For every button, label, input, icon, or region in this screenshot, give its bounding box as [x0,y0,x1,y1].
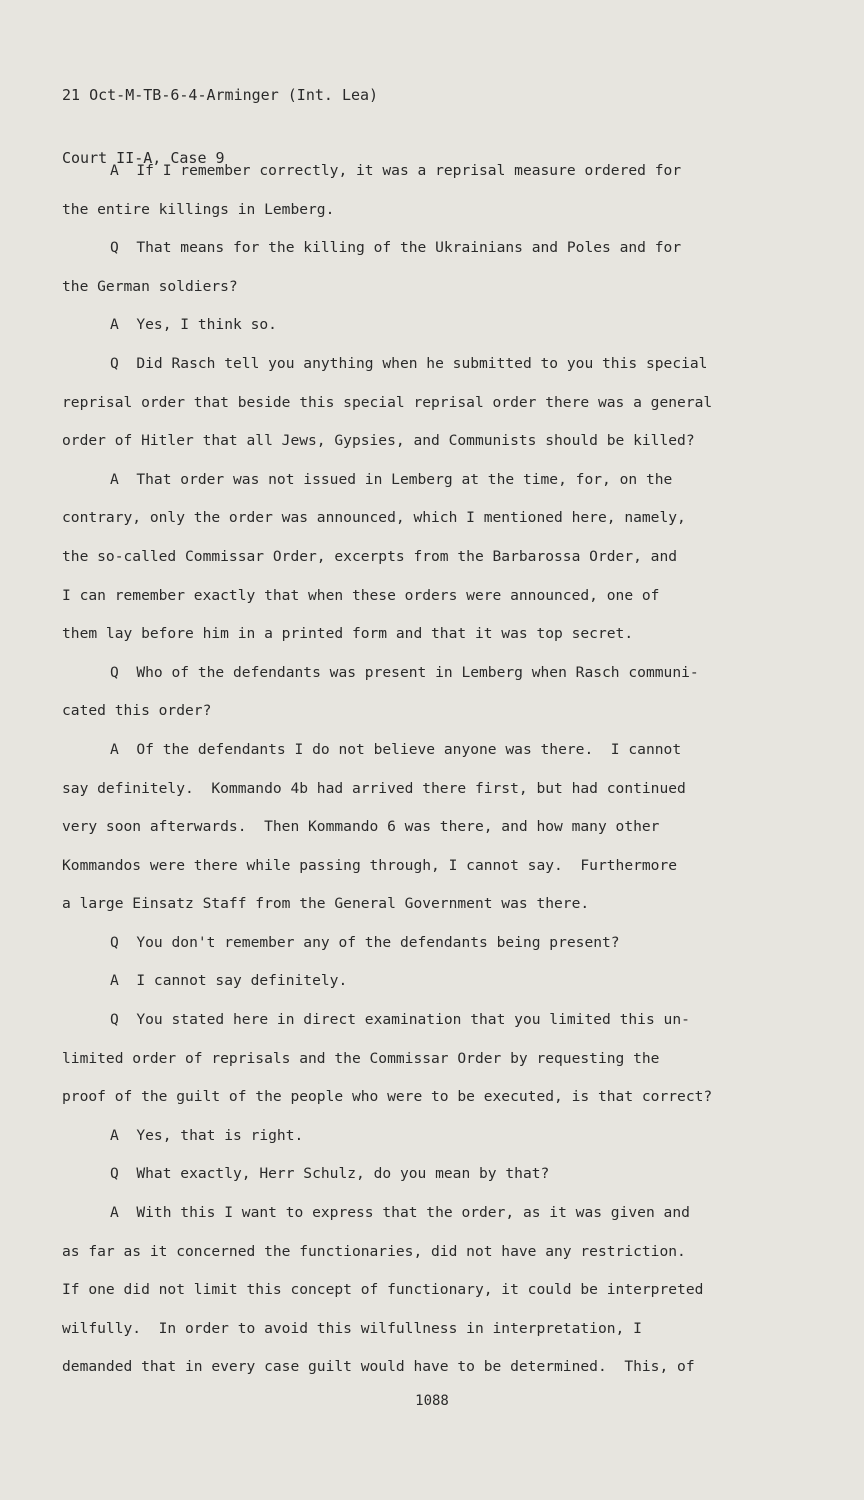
transcript-line: order of Hitler that all Jews, Gypsies, and Communists should be killed? [62,432,695,450]
transcript-line: A Yes, that is right. [110,1126,304,1144]
transcript-line: Q You stated here in direct examination that you limited this un- [110,1011,690,1029]
transcript-line: very soon afterwards. Then Kommando 6 was there, and how many other [62,818,660,836]
transcript-line: reprisal order that beside this special reprisal order there was a general [62,393,713,411]
transcript-line: A If I remember correctly, it was a reprisal measure ordered for [110,162,682,179]
transcript-line: limited order of reprisals and the Commissar Order by requesting the [62,1049,660,1067]
transcript-line: Q Did Rasch tell you anything when he submitted to you this special [110,354,708,372]
transcript-line: the so-called Commissar Order, excerpts from the Barbarossa Order, and [62,547,678,565]
transcript-line: A Yes, I think so. [110,316,277,334]
transcript-line: A With this I want to express that the order, as it was given and [110,1204,690,1222]
transcript-line: a large Einsatz Staff from the General Government was there. [62,895,590,913]
transcript-body [62,158,842,1393]
page-number: 1088 [415,1393,449,1409]
transcript-line: Q You don't remember any of the defendants being present? [110,933,620,951]
transcript-line: Q What exactly, Herr Schulz, do you mean by that? [110,1165,550,1183]
header-reference-line: 21 Oct-M-TB-6-4-Arminger (Int. Lea) [62,86,379,104]
transcript-line: say definitely. Kommando 4b had arrived there first, but had continued [62,779,686,797]
transcript-line: A That order was not issued in Lemberg at the time, for, on the [110,470,673,488]
transcript-line: them lay before him in a printed form and that it was top secret. [62,625,634,643]
transcript-line: the German soldiers? [62,277,238,295]
transcript-line: If one did not limit this concept of functionary, it could be interpreted [62,1281,704,1299]
transcript-line: cated this order? [62,702,212,720]
transcript-line: A I cannot say definitely. [110,972,348,990]
transcript-line: Kommandos were there while passing through, I cannot say. Furthermore [62,856,678,874]
transcript-line: wilfully. In order to avoid this wilfullness in interpretation, I [62,1319,642,1337]
transcript-line: A Of the defendants I do not believe anyone was there. I cannot [110,740,682,758]
transcript-line: I can remember exactly that when these orders were announced, one of [62,586,660,604]
header-court-line: Court II-A, Case 9 [62,149,225,167]
transcript-line: Q That means for the killing of the Ukrainians and Poles and for [110,239,682,257]
transcript-line: the entire killings in Lemberg. [62,200,335,218]
transcript-line: as far as it concerned the functionaries, did not have any restriction. [62,1242,686,1260]
transcript-line: proof of the guilt of the people who were to be executed, is that correct? [62,1088,713,1106]
transcript-line: Q Who of the defendants was present in Lemberg when Rasch communi- [110,663,699,681]
transcript-line: contrary, only the order was announced, which I mentioned here, namely, [62,509,686,527]
transcript-line: demanded that in every case guilt would have to be determined. This, of [62,1358,695,1376]
